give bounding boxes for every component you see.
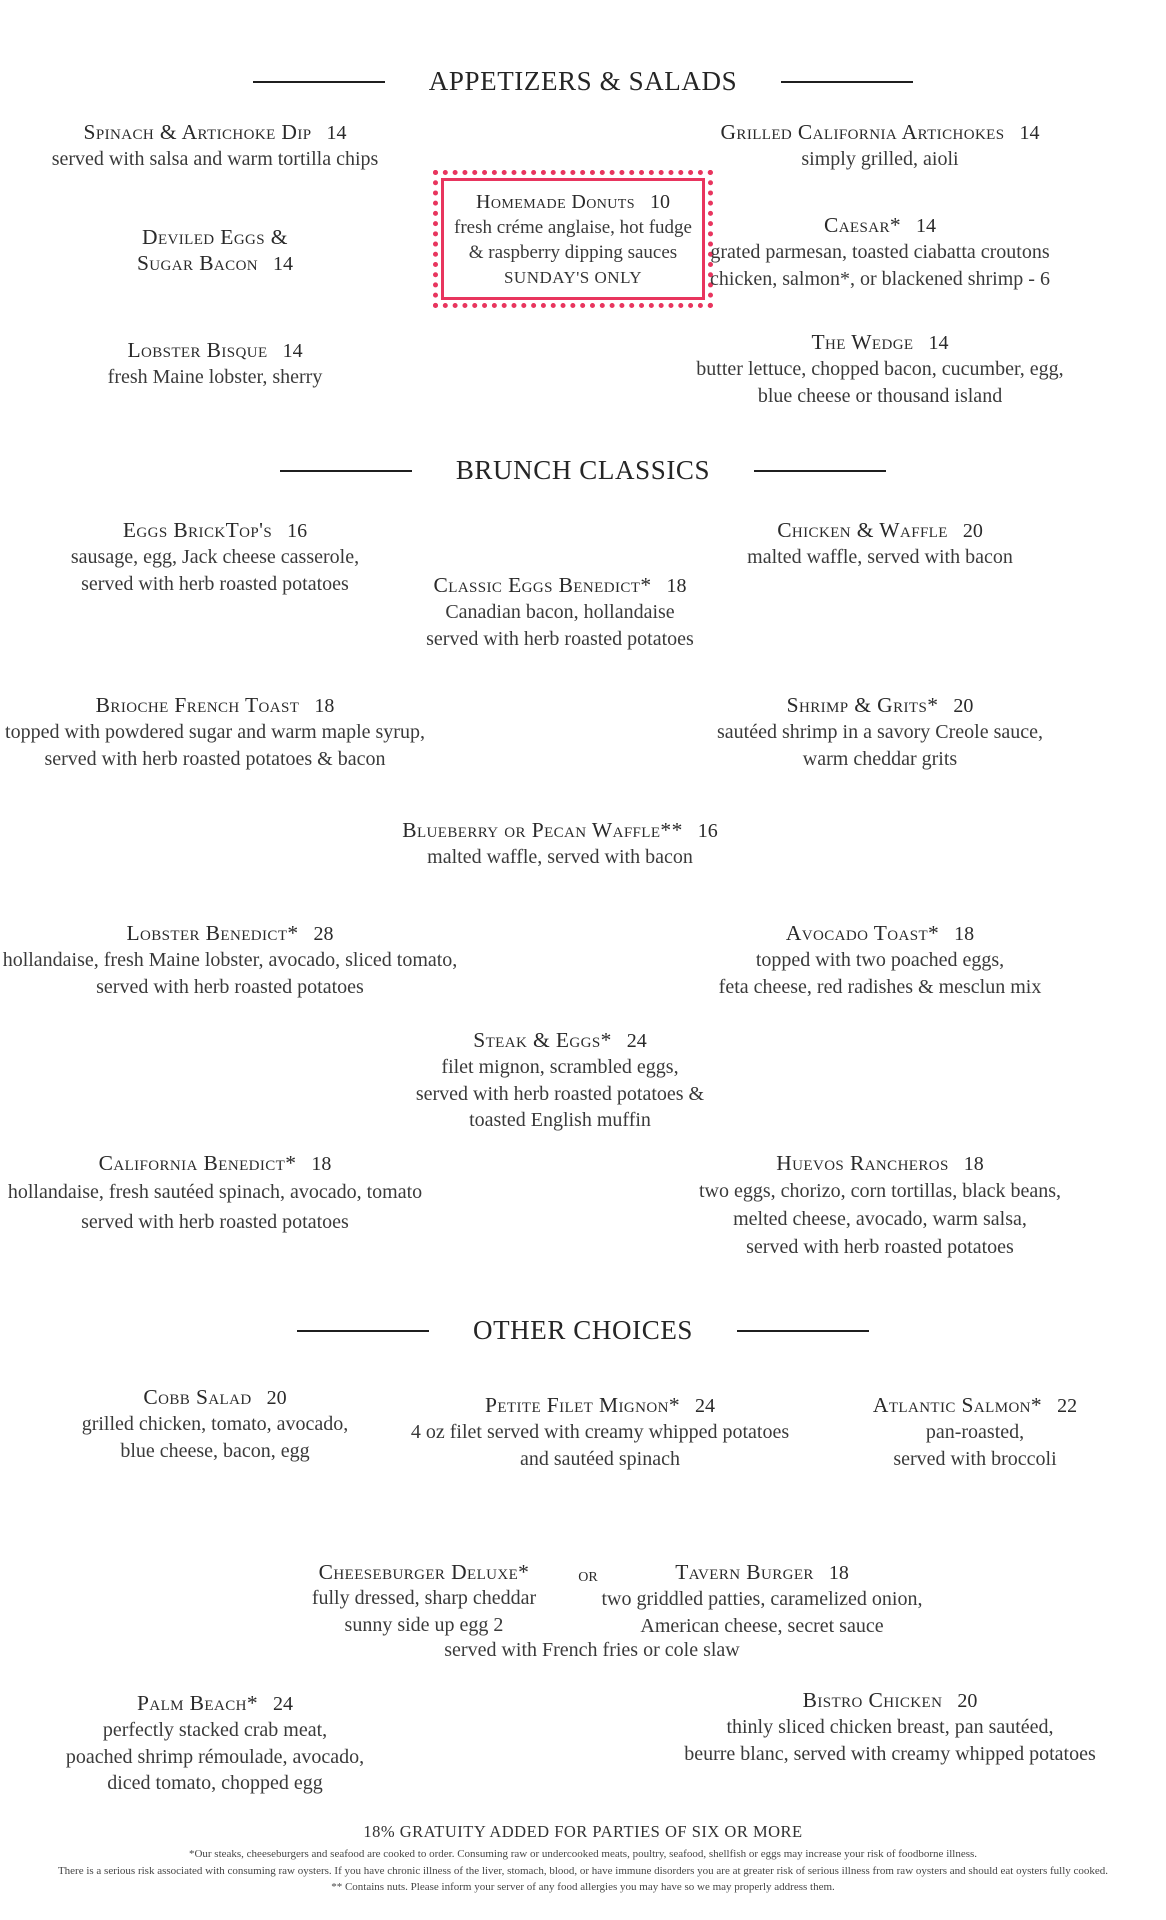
item-price: 16: [697, 820, 718, 842]
item-price: 14: [273, 253, 294, 275]
item-desc-line: feta cheese, red radishes & mesclun mix: [718, 975, 1042, 998]
menu-item-grilled-california-artichokes: [660, 119, 1100, 173]
item-desc-line: diced tomato, chopped egg: [107, 1772, 323, 1794]
decorative-rule: [737, 1330, 869, 1332]
item-desc-line: fresh créme anglaise, hot fudge: [454, 216, 692, 238]
item-desc-line: hollandaise, fresh sautéed spinach, avocado, tomato: [7, 1181, 423, 1203]
item-name: Lobster Benedict*: [126, 921, 299, 945]
item-desc-line: sautéed shrimp in a savory Creole sauce,: [716, 721, 1043, 743]
item-name: Grilled California Artichokes: [720, 120, 1005, 144]
item-price: 10: [649, 190, 670, 213]
item-price: 20: [957, 1690, 978, 1712]
item-desc-line: simply grilled, aioli: [801, 148, 959, 170]
item-desc-line: poached shrimp rémoulade, avocado,: [65, 1745, 365, 1768]
burger-shared-desc: [352, 1637, 832, 1664]
fine-print-line: ** Contains nuts. Please inform your server of any food allergies you may have so we may properly address them.: [331, 1881, 835, 1893]
fine-print-line: There is a serious risk associated with consuming raw oysters. If you have chronic illness of the liver, stomach, blood, or have immune disorders you are at greater risk of serious illness from raw oysters and should eat oysters fully cooked.: [57, 1864, 1109, 1877]
item-name: Steak & Eggs*: [473, 1028, 612, 1052]
section-title-brunch-classics: BRUNCH CLASSICS: [455, 455, 711, 485]
item-name: Atlantic Salmon*: [872, 1393, 1043, 1417]
item-desc-line: fully dressed, sharp cheddar: [311, 1587, 537, 1609]
item-price: 20: [953, 695, 974, 717]
menu-item-classic-eggs-benedict: [350, 572, 770, 652]
item-desc-line: grated parmesan, toasted ciabatta croutons: [710, 241, 1050, 263]
item-price: 18: [963, 1153, 984, 1175]
menu-item-bistro-chicken: [660, 1687, 1120, 1767]
menu-item-tavern-burger: [552, 1559, 972, 1639]
item-desc-line: served with herb roasted potatoes & bacon: [44, 747, 386, 770]
item-price: 18: [666, 575, 687, 597]
item-name: Lobster Bisque: [127, 338, 268, 362]
item-desc-line: pan-roasted,: [925, 1421, 1025, 1443]
item-name: Petite Filet Mignon*: [485, 1393, 680, 1417]
fine-print: [0, 1846, 1166, 1896]
item-desc-line: Canadian bacon, hollandaise: [445, 601, 675, 623]
item-desc-line: toasted English muffin: [469, 1109, 651, 1131]
menu-item-huevos-rancheros: [660, 1150, 1100, 1261]
item-desc-line: two eggs, chorizo, corn tortillas, black beans,: [698, 1180, 1062, 1202]
item-price: 14: [916, 215, 937, 237]
item-name: Eggs BrickTop's: [122, 518, 273, 542]
item-desc-line: beurre blanc, served with creamy whipped potatoes: [684, 1742, 1096, 1765]
menu-item-chicken-waffle: [660, 517, 1100, 571]
menu-item-palm-beach: [0, 1690, 430, 1797]
item-desc-line: served with herb roasted potatoes &: [415, 1082, 705, 1105]
item-desc-line: chicken, salmon*, or blackened shrimp - 6: [710, 267, 1050, 290]
item-price: 28: [313, 923, 334, 945]
item-price: 14: [326, 122, 347, 144]
item-price: 24: [626, 1030, 647, 1052]
menu-item-blueberry-pecan-waffle: [350, 817, 770, 871]
item-price: 20: [962, 520, 983, 542]
section-title-other-choices: OTHER CHOICES: [472, 1315, 694, 1345]
item-price: 18: [314, 695, 335, 717]
menu-item-brioche-french-toast: [0, 692, 430, 772]
item-name: Chicken & Waffle: [777, 518, 948, 542]
item-desc-line: perfectly stacked crab meat,: [102, 1719, 328, 1741]
item-desc-line: served with herb roasted potatoes: [81, 1211, 349, 1233]
item-desc-line: butter lettuce, chopped bacon, cucumber, egg,: [696, 358, 1064, 380]
decorative-rule: [754, 470, 886, 472]
menu-item-spinach-artichoke-dip: [0, 119, 430, 173]
item-name: Brioche French Toast: [95, 693, 300, 717]
item-desc-line: served with broccoli: [893, 1447, 1057, 1470]
item-desc-line: filet mignon, scrambled eggs,: [441, 1056, 679, 1078]
item-name: Avocado Toast*: [785, 921, 940, 945]
section-header-brunch-classics: [0, 455, 1166, 486]
item-price: 14: [928, 332, 949, 354]
item-name: The Wedge: [811, 330, 914, 354]
item-name: Blueberry or Pecan Waffle**: [402, 818, 683, 842]
menu-item-petite-filet-mignon: [390, 1392, 810, 1472]
menu-item-avocado-toast: [660, 920, 1100, 1000]
item-desc-line: two griddled patties, caramelized onion,: [601, 1588, 923, 1610]
item-desc-line: served with French fries or cole slaw: [444, 1639, 740, 1661]
item-desc-line: blue cheese or thousand island: [757, 384, 1003, 407]
menu-item-california-benedict: [0, 1150, 430, 1237]
item-desc-line: topped with powdered sugar and warm maple syrup,: [5, 721, 425, 743]
item-desc-line: grilled chicken, tomato, avocado,: [81, 1413, 349, 1435]
item-name: California Benedict*: [98, 1151, 297, 1175]
menu-item-the-wedge: [660, 329, 1100, 409]
item-name: Cobb Salad: [143, 1385, 252, 1409]
item-desc-line: served with herb roasted potatoes: [96, 975, 364, 998]
decorative-rule: [253, 81, 385, 83]
item-price: 22: [1057, 1395, 1078, 1417]
decorative-rule: [781, 81, 913, 83]
item-name: Caesar*: [823, 213, 902, 237]
menu-item-shrimp-grits: [660, 692, 1100, 772]
item-name: Shrimp & Grits*: [786, 693, 939, 717]
decorative-rule: [297, 1330, 429, 1332]
item-name: Palm Beach*: [137, 1691, 258, 1715]
item-price: 20: [266, 1387, 287, 1409]
item-desc-line: served with herb roasted potatoes: [426, 627, 694, 650]
gratuity-notice: 18% GRATUITY ADDED FOR PARTIES OF SIX OR MORE: [363, 1822, 803, 1841]
menu-item-cobb-salad: [0, 1384, 430, 1464]
item-desc-line: served with herb roasted potatoes: [746, 1236, 1014, 1258]
burger-or-label: or: [578, 1564, 598, 1586]
item-price: 18: [954, 923, 975, 945]
item-name: Tavern Burger: [675, 1560, 814, 1584]
menu-item-atlantic-salmon: [765, 1392, 1166, 1472]
item-price: 14: [1019, 122, 1040, 144]
item-desc-line: served with herb roasted potatoes: [81, 572, 349, 595]
item-desc-line: fresh Maine lobster, sherry: [107, 366, 323, 388]
item-name: Spinach & Artichoke Dip: [83, 120, 312, 144]
item-desc-line: malted waffle, served with bacon: [747, 546, 1013, 568]
item-price: 16: [287, 520, 308, 542]
item-desc-line: blue cheese, bacon, egg: [120, 1439, 310, 1462]
item-name: Sugar Bacon: [136, 251, 259, 275]
item-desc-line: melted cheese, avocado, warm salsa,: [733, 1208, 1027, 1230]
fine-print-line: *Our steaks, cheeseburgers and seafood are cooked to order. Consuming raw or undercooked meats, poultry, seafood, shellfish or eggs may increase your risk of foodborne illness.: [188, 1848, 978, 1860]
item-desc-line: sausage, egg, Jack cheese casserole,: [70, 546, 360, 568]
item-price: 24: [695, 1395, 715, 1417]
menu-item-steak-eggs: [350, 1027, 770, 1134]
menu-item-deviled-eggs-sugar-bacon: [0, 224, 430, 277]
item-desc-line: American cheese, secret sauce: [640, 1614, 884, 1637]
item-desc-line: topped with two poached eggs,: [755, 949, 1005, 971]
item-desc-line: sunny side up egg 2: [344, 1613, 504, 1636]
item-name: Deviled Eggs &: [142, 225, 288, 249]
item-name: Huevos Rancheros: [776, 1151, 949, 1175]
menu-item-lobster-bisque: [0, 337, 430, 391]
item-desc-line: hollandaise, fresh Maine lobster, avocado, sliced tomato,: [2, 949, 458, 971]
section-title-appetizers: APPETIZERS & SALADS: [428, 66, 738, 96]
menu-item-lobster-benedict: [0, 920, 460, 1000]
item-price: 24: [273, 1693, 293, 1715]
item-price: 18: [828, 1562, 849, 1584]
item-price: 18: [311, 1153, 332, 1175]
item-price: 14: [282, 340, 303, 362]
item-name: Homemade Donuts: [476, 190, 635, 213]
item-name: Bistro Chicken: [802, 1688, 943, 1712]
item-name: Cheeseburger Deluxe*: [318, 1560, 530, 1584]
item-desc-line: thinly sliced chicken breast, pan sautéed,: [726, 1716, 1054, 1738]
decorative-rule: [280, 470, 412, 472]
item-desc-line: and sautéed spinach: [520, 1447, 680, 1470]
item-desc-line: 4 oz filet served with creamy whipped potatoes: [410, 1421, 790, 1443]
section-header-other-choices: [0, 1315, 1166, 1346]
item-desc-line: malted waffle, served with bacon: [427, 846, 693, 868]
menu-item-caesar: [660, 212, 1100, 292]
item-desc-line: & raspberry dipping sauces: [468, 241, 678, 263]
section-header-appetizers: [0, 66, 1166, 97]
item-desc-line: warm cheddar grits: [802, 747, 958, 770]
sundays-only-note: SUNDAY'S ONLY: [503, 267, 643, 287]
item-desc-line: served with salsa and warm tortilla chips: [51, 148, 379, 170]
item-name: Classic Eggs Benedict*: [433, 573, 652, 597]
